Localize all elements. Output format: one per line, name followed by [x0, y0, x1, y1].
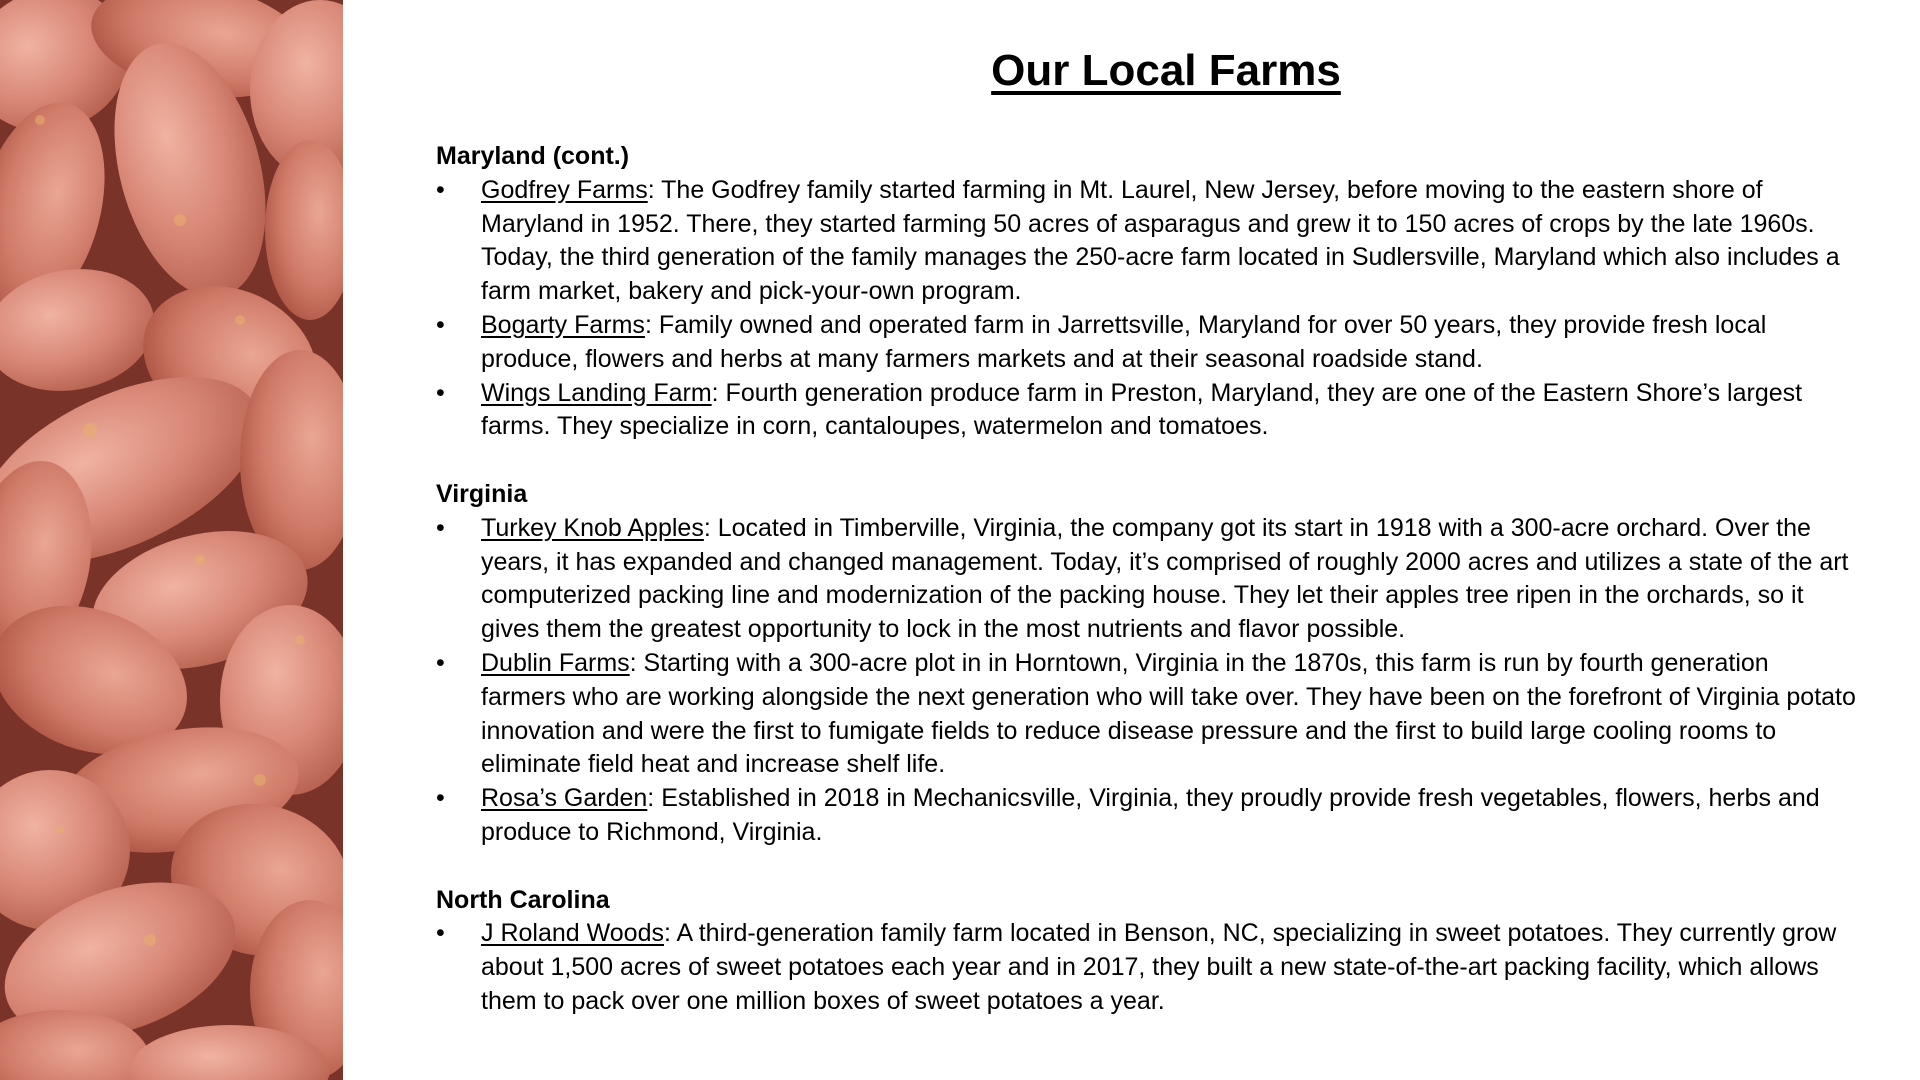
farm-name-link[interactable]: Dublin Farms [481, 648, 630, 677]
list-item [436, 917, 1856, 1018]
bullet-icon: • [436, 648, 445, 677]
farm-name-link[interactable]: Rosa’s Garden [481, 784, 648, 813]
bullet-icon: • [436, 513, 445, 542]
farm-list-body [436, 140, 1856, 1053]
list-item [436, 174, 1856, 309]
section-heading: Virginia [436, 479, 528, 508]
bullet-icon: • [436, 310, 445, 339]
section-heading: North Carolina [436, 885, 610, 914]
list-item [436, 512, 1856, 647]
list-item [436, 377, 1856, 445]
farm-list [436, 174, 1856, 444]
farm-name-link[interactable]: Wings Landing Farm [481, 378, 712, 407]
farm-name-link[interactable]: Godfrey Farms [481, 175, 648, 204]
slide-content [436, 0, 1856, 1080]
section-maryland [436, 140, 1856, 444]
farm-description: : The Godfrey family started farming in Mt. Laurel, New Jersey, before moving to the eastern shore of Maryland in 1952. There, they started farming 50 acres of asparagus and grew it to 150 acres of crops by the late 1960s. Today, the third generation of the family manages the 250-acre farm located in Sudlersville, Maryland which also includes a farm market, bakery and pick-your-own program. [481, 175, 1840, 306]
section-virginia [436, 478, 1856, 850]
farm-name-link[interactable]: Bogarty Farms [481, 310, 645, 339]
farm-description: : Located in Timberville, Virginia, the company got its start in 1918 with a 300-acre orchard. Over the years, it has expanded and changed management. Today, it’s comprised of roughly 2000 acres and utilizes a state of the art computerized packing line and modernization of the packing house. They let their apples tree ripen in the orchards, so it gives them the greatest opportunity to lock in the most nutrients and flavor possible. [481, 513, 1849, 644]
bullet-icon: • [436, 919, 445, 948]
farm-description: : Starting with a 300-acre plot in in Horntown, Virginia in the 1870s, this farm is run by fourth generation farmers who are working alongside the next generation who will take over. They have been on the forefront of Virginia potato innovation and were the first to fumigate fields to reduce disease pressure and the first to build large cooling rooms to eliminate field heat and increase shelf life. [481, 648, 1856, 779]
bullet-icon: • [436, 175, 445, 204]
farm-description: : Fourth generation produce farm in Preston, Maryland, they are one of the Eastern Shore’s largest farms. They specialize in corn, cantaloupes, watermelon and tomatoes. [481, 378, 1803, 441]
list-item [436, 782, 1856, 850]
farm-list [436, 917, 1856, 1018]
section-heading: Maryland (cont.) [436, 142, 630, 170]
page-title: Our Local Farms [991, 46, 1341, 95]
farm-name-link[interactable]: Turkey Knob Apples [481, 513, 704, 542]
farm-name-link[interactable]: J Roland Woods [481, 919, 664, 948]
sweet-potatoes-photo [0, 0, 343, 1080]
farm-list [436, 512, 1856, 850]
section-north-carolina [436, 884, 1856, 1019]
farm-description: : Established in 2018 in Mechanicsville, Virginia, they proudly provide fresh vegetables, flowers, herbs and produce to Richmond, Virginia. [481, 784, 1820, 846]
list-item [436, 647, 1856, 782]
bullet-icon: • [436, 378, 445, 407]
bullet-icon: • [436, 784, 445, 813]
farm-description: : A third-generation family farm located in Benson, NC, specializing in sweet potatoes. They currently grow about 1,500 acres of sweet potatoes each year and in 2017, they built a new state-of-the-art packing facility, which allows them to pack over one million boxes of sweet potatoes a year. [481, 919, 1837, 1015]
farm-description: : Family owned and operated farm in Jarrettsville, Maryland for over 50 years, they provide fresh local produce, flowers and herbs at many farmers markets and at their seasonal roadside stand. [481, 310, 1767, 373]
list-item [436, 309, 1856, 377]
